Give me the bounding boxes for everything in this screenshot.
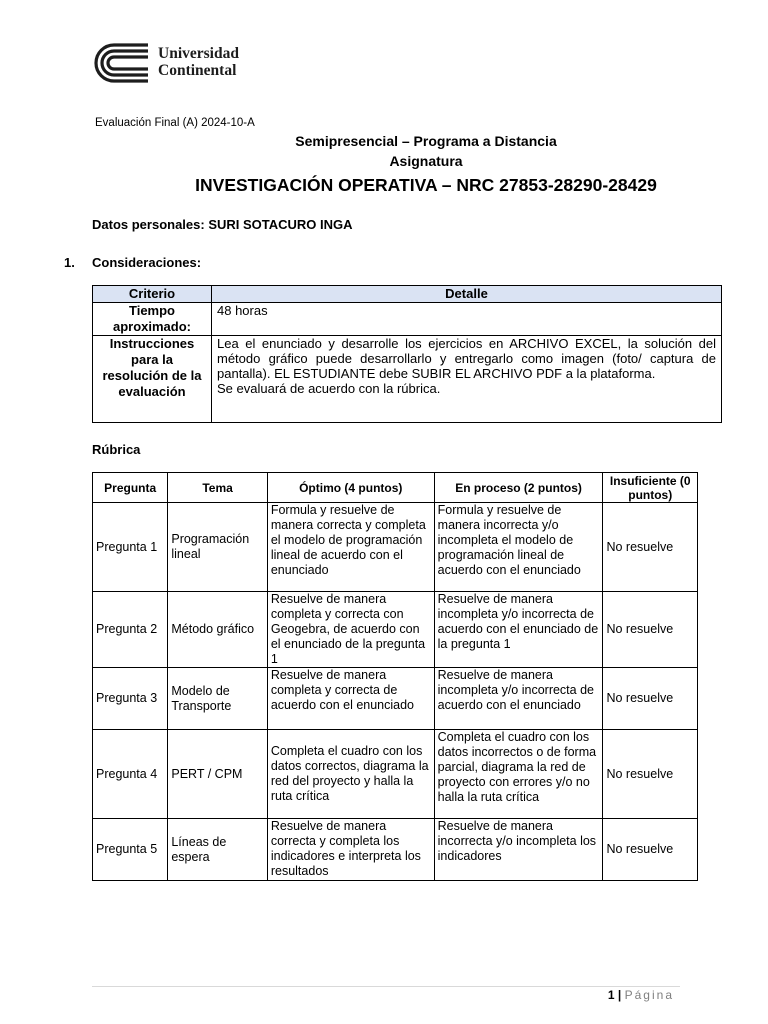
process-cell: Completa el cuadro con los datos incorrectos o de forma parcial, diagrama la red de proyecto con errores y/o no halla la ruta crítica bbox=[434, 730, 603, 819]
table-header: Óptimo (4 puntos) bbox=[267, 473, 434, 503]
table-row bbox=[93, 668, 698, 730]
considerations-table bbox=[92, 285, 722, 423]
process-cell: Resuelve de manera incorrecta y/o incompleta los indicadores bbox=[434, 819, 603, 881]
detail-cell: 48 horas bbox=[212, 303, 722, 336]
topic-cell: Modelo de Transporte bbox=[168, 668, 267, 730]
page-separator: | bbox=[617, 988, 622, 1002]
section-heading: 1. Consideraciones: bbox=[64, 255, 202, 270]
optimal-cell: Resuelve de manera correcta y completa los indicadores e interpreta los resultados bbox=[267, 819, 434, 881]
criterion-cell: Tiempo aproximado: bbox=[93, 303, 212, 336]
insufficient-cell: No resuelve bbox=[603, 592, 698, 668]
process-cell: Formula y resuelve de manera incorrecta y/o incompleta el modelo de programación lineal de acuerdo con el enunciado bbox=[434, 503, 603, 592]
question-cell: Pregunta 1 bbox=[93, 503, 168, 592]
topic-cell: PERT / CPM bbox=[168, 730, 267, 819]
question-cell: Pregunta 3 bbox=[93, 668, 168, 730]
logo-text: Universidad Continental bbox=[158, 45, 239, 79]
insufficient-cell: No resuelve bbox=[603, 819, 698, 881]
table-row bbox=[93, 303, 722, 336]
table-row bbox=[93, 730, 698, 819]
logo-mark-icon bbox=[92, 41, 152, 85]
topic-cell: Líneas de espera bbox=[168, 819, 267, 881]
table-header: Tema bbox=[168, 473, 267, 503]
table-header: Criterio bbox=[93, 286, 212, 303]
subject-label: Asignatura bbox=[389, 153, 463, 169]
modality-label: Semipresencial – Programa a Distancia bbox=[295, 133, 557, 149]
footer-divider bbox=[92, 986, 680, 987]
evaluation-label: Evaluación Final (A) 2024-10-A bbox=[95, 117, 255, 129]
criterion-cell: Instrucciones para la resolución de la evaluación bbox=[93, 336, 212, 423]
process-cell: Resuelve de manera incompleta y/o incorrecta de acuerdo con el enunciado de la pregunta 1 bbox=[434, 592, 603, 668]
page-label: Página bbox=[624, 988, 674, 1002]
question-cell: Pregunta 2 bbox=[93, 592, 168, 668]
table-row bbox=[93, 503, 698, 592]
optimal-cell: Resuelve de manera completa y correcta con Geogebra, de acuerdo con el enunciado de la pregunta 1 bbox=[267, 592, 434, 668]
optimal-cell: Formula y resuelve de manera correcta y completa el modelo de programación lineal de acuerdo con el enunciado bbox=[267, 503, 434, 592]
table-header: Insuficiente (0 puntos) bbox=[603, 473, 698, 503]
page-number: 1 bbox=[607, 988, 615, 1002]
page-footer bbox=[608, 988, 674, 1002]
university-logo bbox=[92, 41, 262, 85]
optimal-cell: Resuelve de manera completa y correcta de acuerdo con el enunciado bbox=[267, 668, 434, 730]
question-cell: Pregunta 4 bbox=[93, 730, 168, 819]
table-row bbox=[93, 819, 698, 881]
insufficient-cell: No resuelve bbox=[603, 503, 698, 592]
table-header: Pregunta bbox=[93, 473, 168, 503]
optimal-cell: Completa el cuadro con los datos correctos, diagrama la red del proyecto y halla la ruta crítica bbox=[267, 730, 434, 819]
question-cell: Pregunta 5 bbox=[93, 819, 168, 881]
course-title: INVESTIGACIÓN OPERATIVA – NRC 27853-28290-28429 bbox=[195, 175, 657, 195]
table-header: En proceso (2 puntos) bbox=[434, 473, 603, 503]
insufficient-cell: No resuelve bbox=[603, 730, 698, 819]
topic-cell: Método gráfico bbox=[168, 592, 267, 668]
topic-cell: Programación lineal bbox=[168, 503, 267, 592]
table-row bbox=[93, 592, 698, 668]
rubric-title: Rúbrica bbox=[92, 442, 141, 457]
insufficient-cell: No resuelve bbox=[603, 668, 698, 730]
table-header-row bbox=[93, 286, 722, 303]
detail-cell: Lea el enunciado y desarrolle los ejercicios en ARCHIVO EXCEL, la solución del método gráfico puede desarrollarlo y entregarlo como imagen (foto/ captura de pantalla). EL ESTUDIANTE debe SUBIR EL ARCHIVO PDF a la plataforma. Se evaluará de acuerdo con la rúbrica. bbox=[212, 336, 722, 423]
table-row bbox=[93, 336, 722, 423]
process-cell: Resuelve de manera incompleta y/o incorrecta de acuerdo con el enunciado bbox=[434, 668, 603, 730]
personal-data: Datos personales: SURI SOTACURO INGA bbox=[92, 217, 353, 232]
rubric-table bbox=[92, 472, 698, 881]
table-header-row bbox=[93, 473, 698, 503]
table-header: Detalle bbox=[212, 286, 722, 303]
